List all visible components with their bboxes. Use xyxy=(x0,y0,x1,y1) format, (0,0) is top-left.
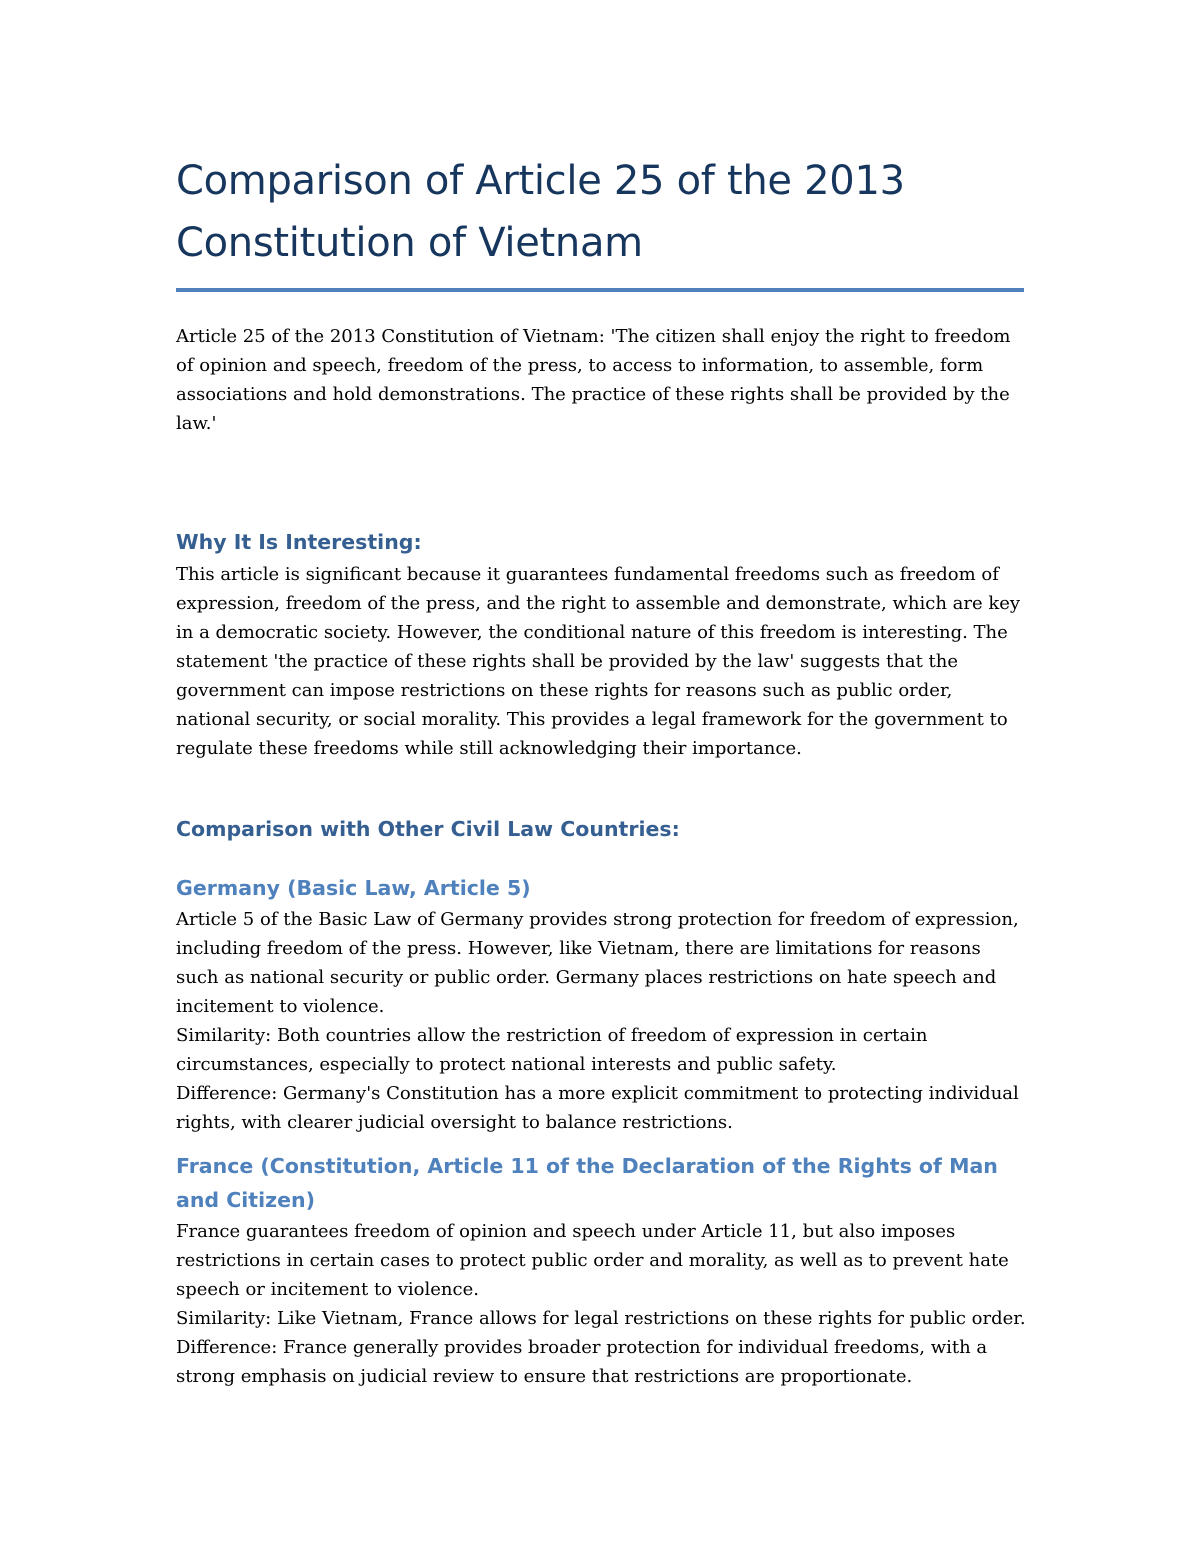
title-underline xyxy=(176,288,1024,292)
france-section xyxy=(176,1217,1026,1391)
france-difference: Difference: France generally provides broader protection for individual freedoms, with a strong emphasis on judicial review to ensure that restrictions are proportionate. xyxy=(176,1337,988,1387)
france-paragraph: France guarantees freedom of opinion and speech under Article 11, but also imposes restrictions in certain cases to protect public order and morality, as well as to prevent hate speech or incitement to violence. xyxy=(176,1221,1009,1300)
why-interesting-paragraph: This article is significant because it guarantees fundamental freedoms such as freedom of expression, freedom of the press, and the right to assemble and demonstrate, which are key in a democratic society. However, the conditional nature of this freedom is interesting. The statement 'the practice of these rights shall be provided by the law' suggests that the government can impose restrictions on these rights for reasons such as public order, national security, or social morality. This provides a legal framework for the government to regulate these freedoms while still acknowledging their importance. xyxy=(176,564,1021,759)
intro-paragraph: Article 25 of the 2013 Constitution of Vietnam: 'The citizen shall enjoy the right to freedom of opinion and speech, freedom of the press, to access to information, to assemble, form associations and hold demonstrations. The practice of these rights shall be provided by the law.' xyxy=(176,326,1011,434)
comparison-heading: Comparison with Other Civil Law Countries: xyxy=(176,817,680,841)
france-heading: France (Constitution, Article 11 of the Declaration of the Rights of Man and Citizen) xyxy=(176,1154,998,1212)
document-content xyxy=(176,150,1026,1391)
germany-section xyxy=(176,905,1026,1137)
germany-similarity: Similarity: Both countries allow the restriction of freedom of expression in certain circumstances, especially to protect national interests and public safety. xyxy=(176,1025,928,1075)
why-interesting-heading: Why It Is Interesting: xyxy=(176,530,422,554)
germany-heading: Germany (Basic Law, Article 5) xyxy=(176,876,531,900)
germany-difference: Difference: Germany's Constitution has a more explicit commitment to protecting individual rights, with clearer judicial oversight to balance restrictions. xyxy=(176,1083,1019,1133)
document-title: Comparison of Article 25 of the 2013 Constitution of Vietnam xyxy=(176,158,905,266)
france-similarity: Similarity: Like Vietnam, France allows for legal restrictions on these rights for public order. xyxy=(176,1308,1026,1329)
germany-paragraph: Article 5 of the Basic Law of Germany provides strong protection for freedom of expression, including freedom of the press. However, like Vietnam, there are limitations for reasons such as national security or public order. Germany places restrictions on hate speech and incitement to violence. xyxy=(176,909,1019,1017)
